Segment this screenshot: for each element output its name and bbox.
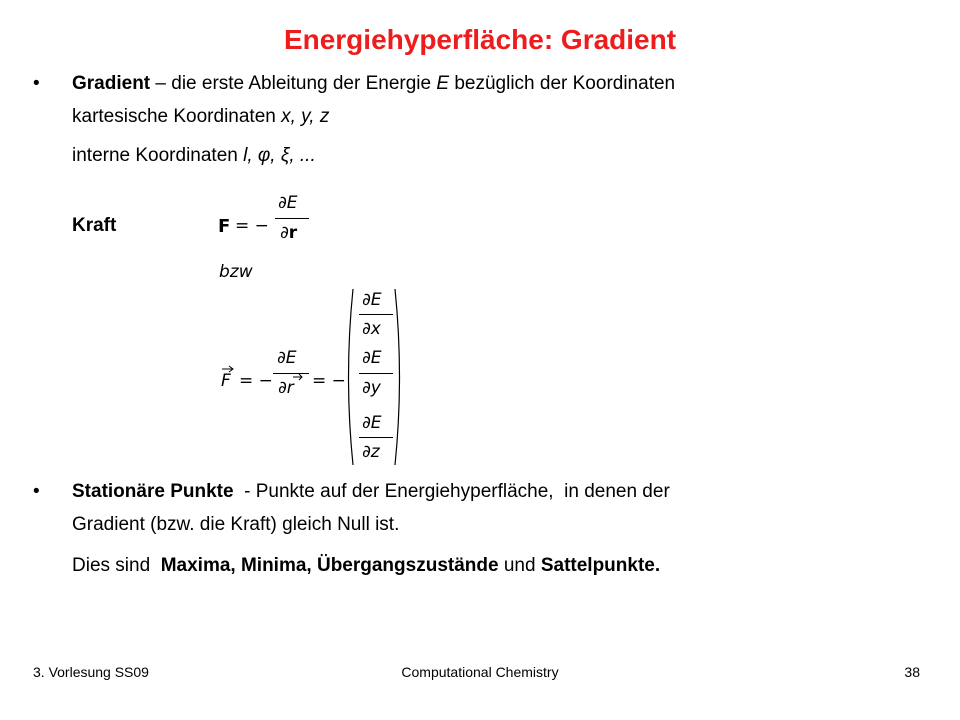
formula-2-equals-1: = −	[239, 371, 273, 391]
bullet-1-line-3	[72, 145, 316, 167]
bzw-text: bzw	[219, 262, 253, 282]
component-z-numerator: ∂E	[362, 413, 382, 433]
vector-force-symbol: F	[221, 371, 231, 391]
bullet-1-text-b: bezüglich der Koordinaten	[449, 73, 676, 94]
stationary-points-term: Stationäre Punkte	[72, 481, 234, 502]
component-x-numerator: ∂E	[362, 290, 382, 310]
bullet-2-line-1	[72, 481, 670, 503]
saddle-points: Sattelpunkte.	[540, 555, 661, 576]
force-formula	[218, 193, 318, 253]
footer-lecture: 3. Vorlesung SS09	[33, 664, 149, 680]
internal-vars: l, φ, ξ, ...	[243, 145, 316, 166]
formula-2-equals-2: = −	[312, 371, 346, 391]
formula-1-partial: ∂	[280, 223, 289, 243]
slide-title: Energiehyperfläche: Gradient	[283, 24, 677, 55]
formula-1-denominator	[280, 223, 297, 243]
vector-arrow-f	[221, 365, 235, 373]
formula-1-r: r	[288, 223, 298, 243]
component-y-denominator: ∂y	[362, 378, 381, 398]
bullet-2-line-2: Gradient (bzw. die Kraft) gleich Null ist.	[72, 514, 400, 535]
force-symbol: F	[218, 216, 231, 237]
bullet-2-marker: •	[33, 481, 40, 502]
cartesian-vars: x, y, z	[281, 106, 330, 127]
footer-course: Computational Chemistry	[401, 664, 559, 680]
bullet-2-line-3-c: und	[498, 555, 541, 576]
component-x-denominator: ∂x	[362, 319, 381, 339]
bullet-1-line-2	[72, 106, 329, 128]
formula-1-fraction-bar	[275, 218, 309, 219]
bullet-2-line-3	[72, 555, 660, 577]
energy-variable: E	[436, 73, 450, 94]
kraft-label: Kraft	[72, 215, 117, 236]
component-z-bar	[359, 437, 393, 438]
formula-2-numerator: ∂E	[277, 348, 297, 368]
formula-2-denominator: ∂r	[278, 378, 294, 398]
bullet-1-line-1	[72, 73, 675, 95]
bullet-1-marker: •	[33, 73, 40, 94]
gradient-term: Gradient	[72, 73, 151, 94]
formula-1-equals: = −	[235, 216, 269, 236]
vector-force-formula	[215, 285, 405, 470]
bullet-2-line-3-a: Dies sind	[72, 555, 161, 576]
bullet-1-text-a: – die erste Ableitung der Energie	[150, 73, 437, 94]
component-x-bar	[359, 314, 393, 315]
component-y-bar	[359, 373, 393, 374]
vector-arrow-r	[292, 373, 304, 381]
formula-1-numerator: ∂E	[278, 193, 298, 213]
bullet-2-text-a: - Punkte auf der Energiehyperfläche, in denen der	[233, 481, 670, 502]
internal-label: interne Koordinaten	[72, 145, 244, 166]
component-z-denominator: ∂z	[362, 442, 380, 462]
component-y-numerator: ∂E	[362, 348, 382, 368]
extrema-list: Maxima, Minima, Übergangszustände	[160, 555, 499, 576]
cartesian-label: kartesische Koordinaten	[72, 106, 282, 127]
footer-page-number: 38	[904, 664, 920, 680]
